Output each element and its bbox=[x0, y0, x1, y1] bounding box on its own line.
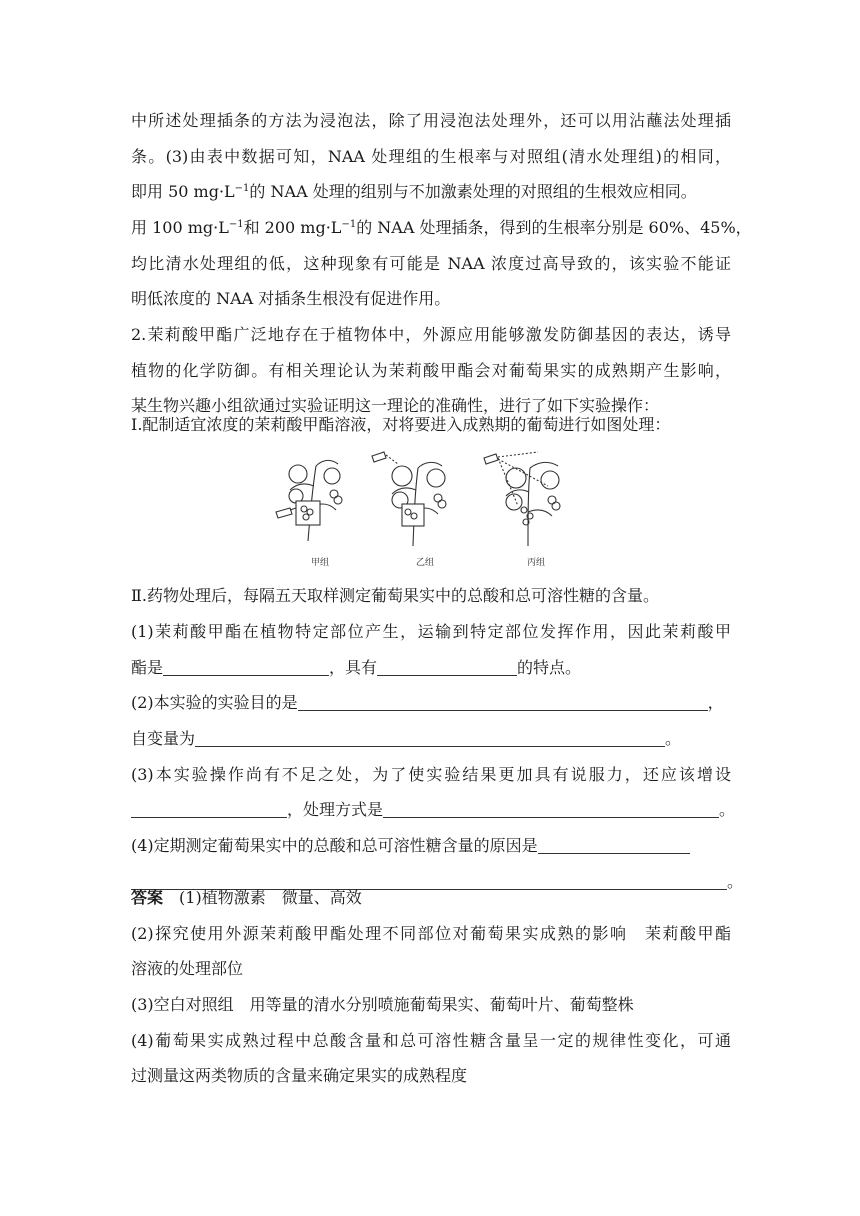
text-line: 明低浓度的 NAA 对插条生根没有促进作用。 bbox=[131, 289, 451, 308]
text-segment: 即用 50 mg·L bbox=[131, 182, 235, 201]
text-segment: 。 bbox=[719, 800, 736, 819]
superscript: −1 bbox=[234, 183, 250, 194]
text-segment: 的 NAA 处理插条，得到的生根率分别是 60%、45%， bbox=[356, 218, 752, 237]
text-segment: (2)本实验的实验目的是 bbox=[131, 693, 298, 712]
subquestion-3: (3)本实验操作尚有不足之处，为了使实验结果更加具有说服力，还应该增设 bbox=[131, 765, 731, 784]
step-one: Ⅰ.配制适宜浓度的茉莉酸甲酯溶液，对将要进入成熟期的葡萄进行如图处理： bbox=[131, 415, 671, 434]
superscript: −1 bbox=[228, 219, 244, 230]
text-segment: (4)定期测定葡萄果实中的总酸和总可溶性糖含量的原因是 bbox=[131, 836, 538, 855]
text-segment: 的 NAA 处理的组别与不加激素处理的对照组的生根效应相同。 bbox=[249, 182, 697, 201]
figure-caption-a: 甲组 bbox=[310, 558, 330, 568]
text-segment: 自变量为 bbox=[131, 729, 196, 748]
answer-line bbox=[131, 886, 731, 910]
subquestion-3 bbox=[131, 798, 736, 822]
answer-text: 溶液的处理部位 bbox=[131, 959, 244, 978]
answer-blank[interactable] bbox=[383, 801, 719, 818]
answer-text: (2)探究使用外源茉莉酸甲酯处理不同部位对葡萄果实成熟的影响 茉莉酸甲酯 bbox=[131, 924, 731, 943]
text-segment: ， bbox=[707, 693, 724, 712]
text-line: 条。(3)由表中数据可知，NAA 处理组的生根率与对照组(清水处理组)的相同， bbox=[131, 147, 731, 166]
answer-blank[interactable] bbox=[195, 730, 665, 747]
subquestion-1 bbox=[131, 656, 731, 680]
step-two: Ⅱ.药物处理后，每隔五天取样测定葡萄果实中的总酸和总可溶性糖的含量。 bbox=[131, 586, 659, 605]
grape-vine-group-a bbox=[276, 460, 342, 541]
text-segment: 和 200 mg·L bbox=[243, 218, 342, 237]
answer-text: (3)空白对照组 用等量的清水分别喷施葡萄果实、葡萄叶片、葡萄整株 bbox=[131, 995, 634, 1014]
answer-blank[interactable] bbox=[131, 801, 287, 818]
question-text: 某生物兴趣小组欲通过实验证明这一理论的准确性，进行了如下实验操作： bbox=[131, 396, 660, 415]
text-line bbox=[131, 180, 731, 204]
text-line: 中所述处理插条的方法为浸泡法，除了用浸泡法处理外，还可以用沾蘸法处理插 bbox=[131, 111, 731, 130]
subquestion-4 bbox=[131, 834, 731, 858]
answer-text: (1)植物激素 微量、高效 bbox=[179, 888, 362, 907]
question-text: 植物的化学防御。有相关理论认为茉莉酸甲酯会对葡萄果实的成熟期产生影响， bbox=[131, 361, 731, 380]
question-text: 2.茉莉酸甲酯广泛地存在于植物体中，外源应用能够激发防御基因的表达，诱导 bbox=[131, 325, 731, 344]
figure-caption-b: 乙组 bbox=[415, 558, 435, 568]
superscript: −1 bbox=[341, 219, 357, 230]
grape-vine-group-c bbox=[484, 452, 560, 546]
text-segment: 的特点。 bbox=[517, 658, 582, 677]
text-segment: ，处理方式是 bbox=[287, 800, 384, 819]
text-segment: 。 bbox=[727, 872, 744, 891]
figure-caption-c: 丙组 bbox=[526, 558, 546, 568]
answer-label: 答案 bbox=[131, 888, 164, 907]
answer-blank[interactable] bbox=[538, 837, 690, 854]
subquestion-1: (1)茉莉酸甲酯在植物特定部位产生，运输到特定部位发挥作用，因此茉莉酸甲 bbox=[131, 622, 731, 641]
answer-text: 过测量这两类物质的含量来确定果实的成熟程度 bbox=[131, 1066, 468, 1085]
subquestion-2 bbox=[131, 727, 731, 751]
text-segment: ，具有 bbox=[329, 658, 378, 677]
grape-treatment-figure bbox=[268, 446, 598, 572]
answer-blank[interactable] bbox=[298, 694, 708, 711]
answer-text: (4)葡萄果实成熟过程中总酸含量和总可溶性糖含量呈一定的规律性变化，可通 bbox=[131, 1031, 731, 1050]
grape-vine-group-b bbox=[372, 452, 446, 546]
subquestion-2 bbox=[131, 691, 731, 715]
text-segment: 酯是 bbox=[131, 658, 164, 677]
text-segment: 。 bbox=[665, 729, 682, 748]
answer-blank[interactable] bbox=[163, 659, 329, 676]
text-line bbox=[131, 216, 752, 240]
text-segment: 用 100 mg·L bbox=[131, 218, 229, 237]
answer-blank[interactable] bbox=[377, 659, 517, 676]
text-line: 均比清水处理组的低，这种现象有可能是 NAA 浓度过高导致的，该实验不能证 bbox=[131, 254, 731, 273]
